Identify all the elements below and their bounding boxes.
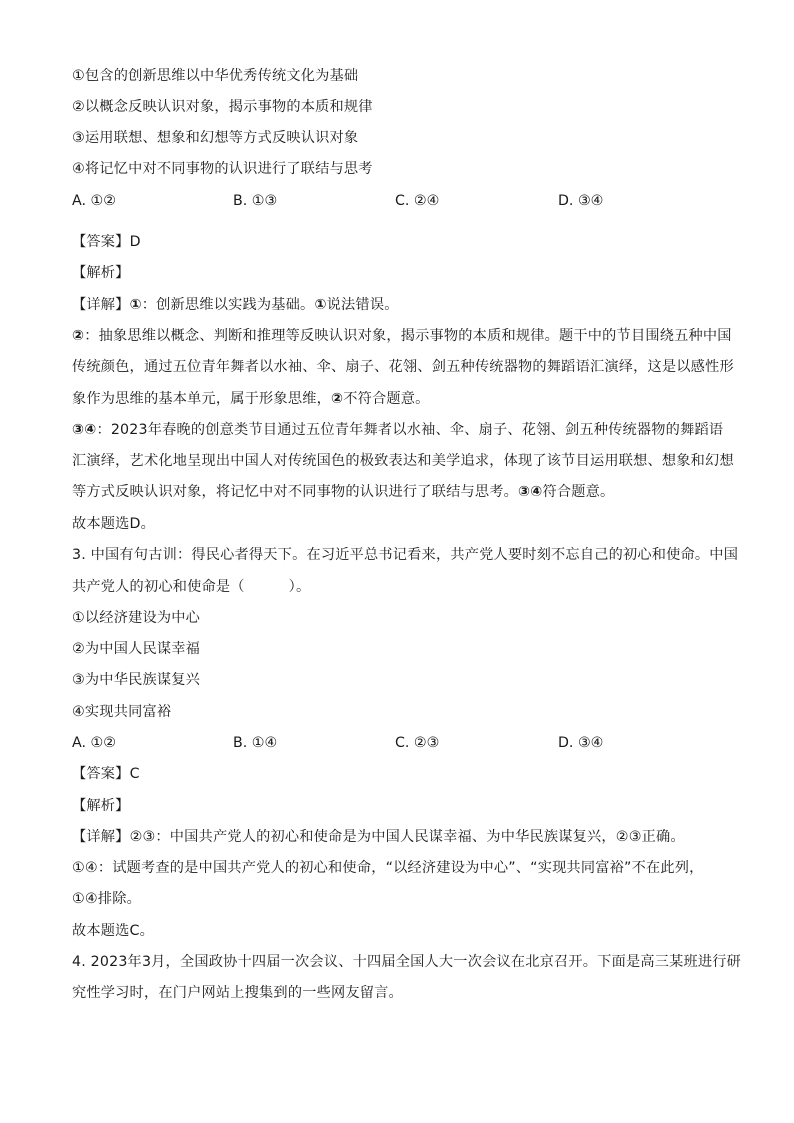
q2-detail-2-text-3a: 象作为思维的基本单元，属于形象思维， [72, 391, 331, 407]
q2-conclusion: 故本题选D。 [72, 516, 156, 532]
q2-option-d: D. ③④ [558, 193, 604, 209]
q2-option-a: A. ①② [72, 193, 116, 209]
q3-detail-2-line1: ①④：试题考查的是中国共产党人的初心和使命，“以经济建设为中心”、“实现共同富裕”不在此列， [72, 860, 704, 876]
q3-answer [72, 764, 734, 784]
q2-detail-3-text-3a: 等方式反映认识对象，将记忆中对不同事物的认识进行了联结与思考。 [72, 484, 519, 500]
q3-option-a: A. ①② [72, 735, 116, 751]
q2-detail-1 [72, 295, 734, 315]
q3-item-3: ③为中华民族谋复兴 [72, 672, 201, 688]
q3-detail-1 [72, 827, 734, 847]
q3-option-d: D. ③④ [558, 735, 604, 751]
q2-detail-1-tail: 说法错误。 [326, 297, 399, 313]
q3-stem-text-a: 共产党人的初心和使命是（ [72, 579, 245, 595]
q3-analysis-label: 【解析】 [72, 798, 130, 814]
q2-detail-3-line1 [72, 420, 734, 440]
q2-detail-3-line2: 汇演绎，艺术化地呈现出中国人对传统国色的极致表达和美学追求，体现了该节目运用联想、想象和幻想 [72, 453, 734, 469]
q3-option-b: B. ①④ [233, 735, 278, 751]
q2-detail-3-line3 [72, 482, 734, 502]
q2-detail-1-marker2: ① [314, 297, 327, 313]
q2-item-4: ④将记忆中对不同事物的认识进行了联结与思考 [72, 161, 373, 177]
q2-answer [72, 232, 734, 252]
q3-answer-value: C [129, 766, 140, 782]
q3-detail-1-text: ②③：中国共产党人的初心和使命是为中国人民谋幸福、为中华民族谋复兴，②③正确。 [129, 829, 685, 845]
q2-detail-2-line3-marker: ② [330, 391, 344, 407]
q2-item-1: ①包含的创新思维以中华优秀传统文化为基础 [72, 68, 359, 84]
q2-detail-1-marker: ① [129, 297, 142, 313]
q2-option-b: B. ①③ [233, 193, 278, 209]
q2-detail-2-text-3b: 不符合题意。 [343, 391, 430, 407]
q3-detail-label: 【详解】 [72, 829, 130, 845]
q2-detail-3-text-1: ：2023年春晚的创意类节目通过五位青年舞者以水袖、伞、扇子、花翎、剑五种传统器物的舞蹈语 [96, 422, 724, 438]
q4-stem-line1: 4. 2023年3月，全国政协十四届一次会议、十四届全国人大一次会议在北京召开。下面是高三某班进行研 [72, 954, 742, 970]
q2-detail-1-text: ：创新思维以实践为基础。 [141, 297, 315, 313]
q3-conclusion: 故本题选C。 [72, 923, 155, 939]
q3-stem-text-b: ）。 [288, 579, 311, 595]
q2-detail-label: 【详解】 [72, 297, 130, 313]
q3-item-1: ①以经济建设为中心 [72, 610, 201, 626]
q2-detail-2-line3 [72, 389, 734, 409]
q2-detail-3-marker: ③④ [72, 422, 97, 438]
q3-detail-2-line2: ①④排除。 [72, 891, 142, 907]
q3-item-2: ②为中国人民谋幸福 [72, 641, 201, 657]
q2-detail-3-line3-marker: ③④ [518, 484, 543, 500]
q2-analysis-label: 【解析】 [72, 265, 130, 281]
q2-detail-2-text-1: ：抽象思维以概念、判断和推理等反映认识对象，揭示事物的本质和规律。题干中的节目围绕五种中国 [84, 328, 732, 344]
q3-option-c: C. ②③ [395, 735, 440, 751]
q3-item-4: ④实现共同富裕 [72, 704, 172, 720]
q2-detail-2-line1 [72, 326, 734, 346]
q3-stem-line2 [72, 577, 734, 597]
q3-stem-line1: 3. 中国有句古训：得民心者得天下。在习近平总书记看来，共产党人要时刻不忘自己的初心和使命。中国 [72, 547, 739, 563]
q2-detail-3-text-3b: 符合题意。 [542, 484, 615, 500]
q2-options [72, 191, 732, 211]
q2-item-2: ②以概念反映认识对象，揭示事物的本质和规律 [72, 99, 373, 115]
q2-answer-value: D [129, 234, 141, 250]
q3-answer-label: 【答案】 [72, 766, 130, 782]
q2-detail-2-line2: 传统颜色，通过五位青年舞者以水袖、伞、扇子、花翎、剑五种传统器物的舞蹈语汇演绎，这是以感性形 [72, 359, 734, 375]
q4-stem-line2: 究性学习时，在门户网站上搜集到的一些网友留言。 [72, 985, 403, 1001]
q3-options [72, 733, 732, 753]
q2-option-c: C. ②④ [395, 193, 440, 209]
q2-item-3: ③运用联想、想象和幻想等方式反映认识对象 [72, 130, 359, 146]
q2-detail-2-marker: ② [72, 328, 85, 344]
q2-answer-label: 【答案】 [72, 234, 130, 250]
